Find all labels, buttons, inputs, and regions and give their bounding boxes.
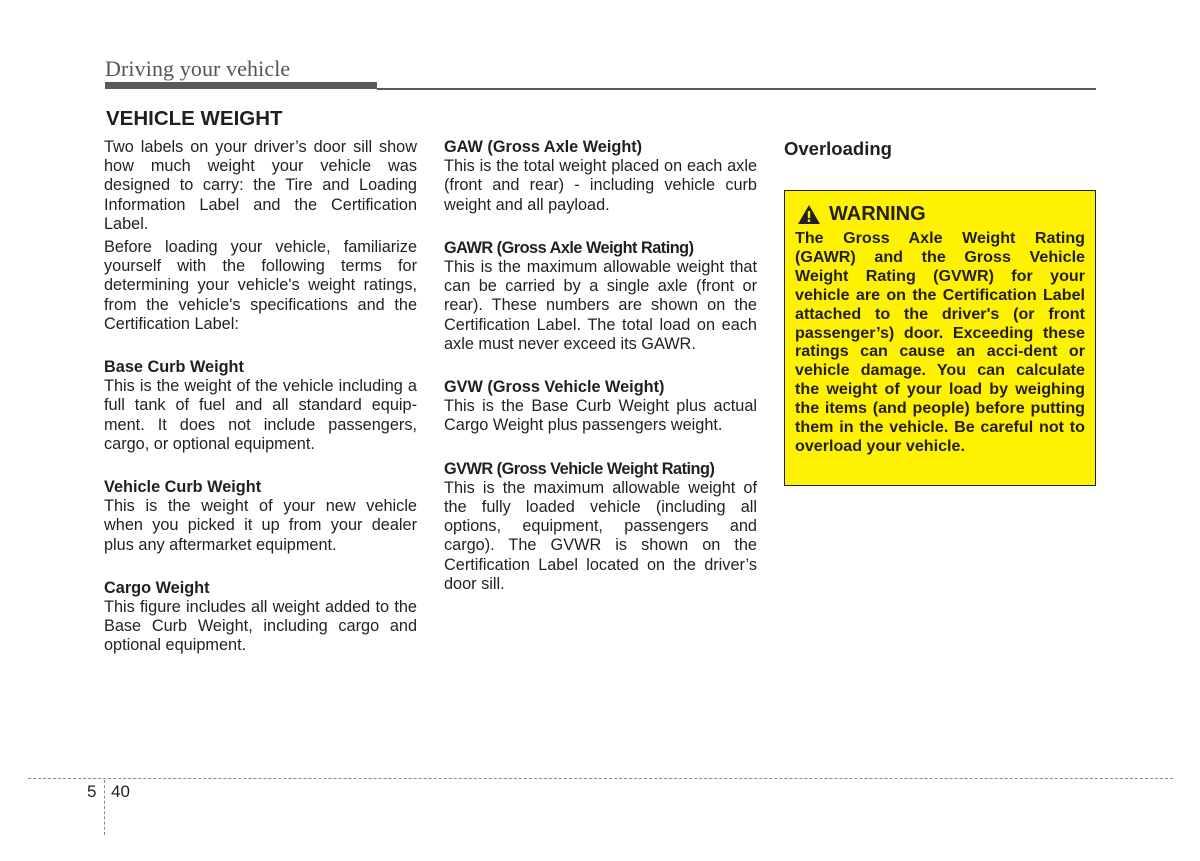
term-definition: This is the total weight placed on each axle (front and rear) - including vehicle curb weight and all payload. bbox=[444, 157, 757, 214]
term-heading: Vehicle Curb Weight bbox=[104, 478, 262, 497]
column-3 bbox=[784, 138, 1096, 160]
term-heading: GVW (Gross Vehicle Weight) bbox=[444, 378, 665, 397]
header-rule-thick bbox=[105, 82, 377, 89]
term-heading: GVWR (Gross Vehicle Weight Rating) bbox=[444, 459, 715, 478]
footer-page-number: 40 bbox=[111, 782, 130, 801]
warning-header bbox=[797, 202, 926, 226]
term-heading: Base Curb Weight bbox=[104, 358, 244, 377]
term-heading: GAW (Gross Axle Weight) bbox=[444, 138, 643, 156]
footer-chapter-number: 5 bbox=[87, 782, 97, 801]
term-definition: This is the maximum allowable weight that can be carried by a single axle (front or rear). These numbers are shown on the Certification Label. The total load on each axle must never exceed its GAWR. bbox=[444, 258, 757, 353]
column-2 bbox=[444, 138, 757, 594]
intro-paragraph-1: Two labels on your driver’s door sill show how much weight your vehicle was designed to carry: the Tire and Loading Information Label and the Certification Label. bbox=[104, 138, 417, 233]
term-definition: This is the weight of your new vehicle when you picked it up from your dealer plus any aftermarket equipment. bbox=[104, 497, 417, 554]
term-definition: This is the Base Curb Weight plus actual Cargo Weight plus passengers weight. bbox=[444, 397, 757, 435]
term-definition: This is the weight of the vehicle including a full tank of fuel and all standard equip-ment. It does not include passengers, cargo, or optional equipment. bbox=[104, 377, 417, 453]
warning-triangle-icon bbox=[797, 204, 821, 225]
section-title: VEHICLE WEIGHT bbox=[106, 107, 283, 130]
term-heading: GAWR (Gross Axle Weight Rating) bbox=[444, 238, 694, 257]
intro-paragraph-2: Before loading your vehicle, familiarize yourself with the following terms for determining your vehicle's weight ratings, from the vehicle's specifications and the Certification Label: bbox=[104, 238, 417, 333]
header-rule-thin bbox=[377, 88, 1096, 90]
term-definition: This is the maximum allowable weight of the fully loaded vehicle (including all options, equipment, passengers and cargo). The GVWR is shown on the Certification Label located on the driver’s door sill. bbox=[444, 478, 757, 593]
overloading-subheading: Overloading bbox=[784, 138, 892, 159]
warning-label: WARNING bbox=[829, 203, 926, 225]
term-heading: Cargo Weight bbox=[104, 578, 210, 597]
chapter-title: Driving your vehicle bbox=[105, 56, 291, 81]
term-definition: This figure includes all weight added to the Base Curb Weight, including cargo and optional equipment. bbox=[104, 598, 417, 655]
column-1 bbox=[104, 138, 417, 656]
footer-dashed-rule bbox=[28, 778, 1173, 779]
warning-text: The Gross Axle Weight Rating (GAWR) and the Gross Vehicle Weight Rating (GVWR) for your vehicle are on the Certification Label attached to the driver's (or front passenger’s) door. Exceeding these ratings can cause an acci-dent or vehicle damage. You can calculate the weight of your load by weighing the items (and people) before putting them in the vehicle. Be careful not to overload your vehicle. bbox=[795, 229, 1085, 455]
warning-box bbox=[784, 190, 1096, 486]
footer-vertical-dashed-rule bbox=[104, 780, 105, 835]
